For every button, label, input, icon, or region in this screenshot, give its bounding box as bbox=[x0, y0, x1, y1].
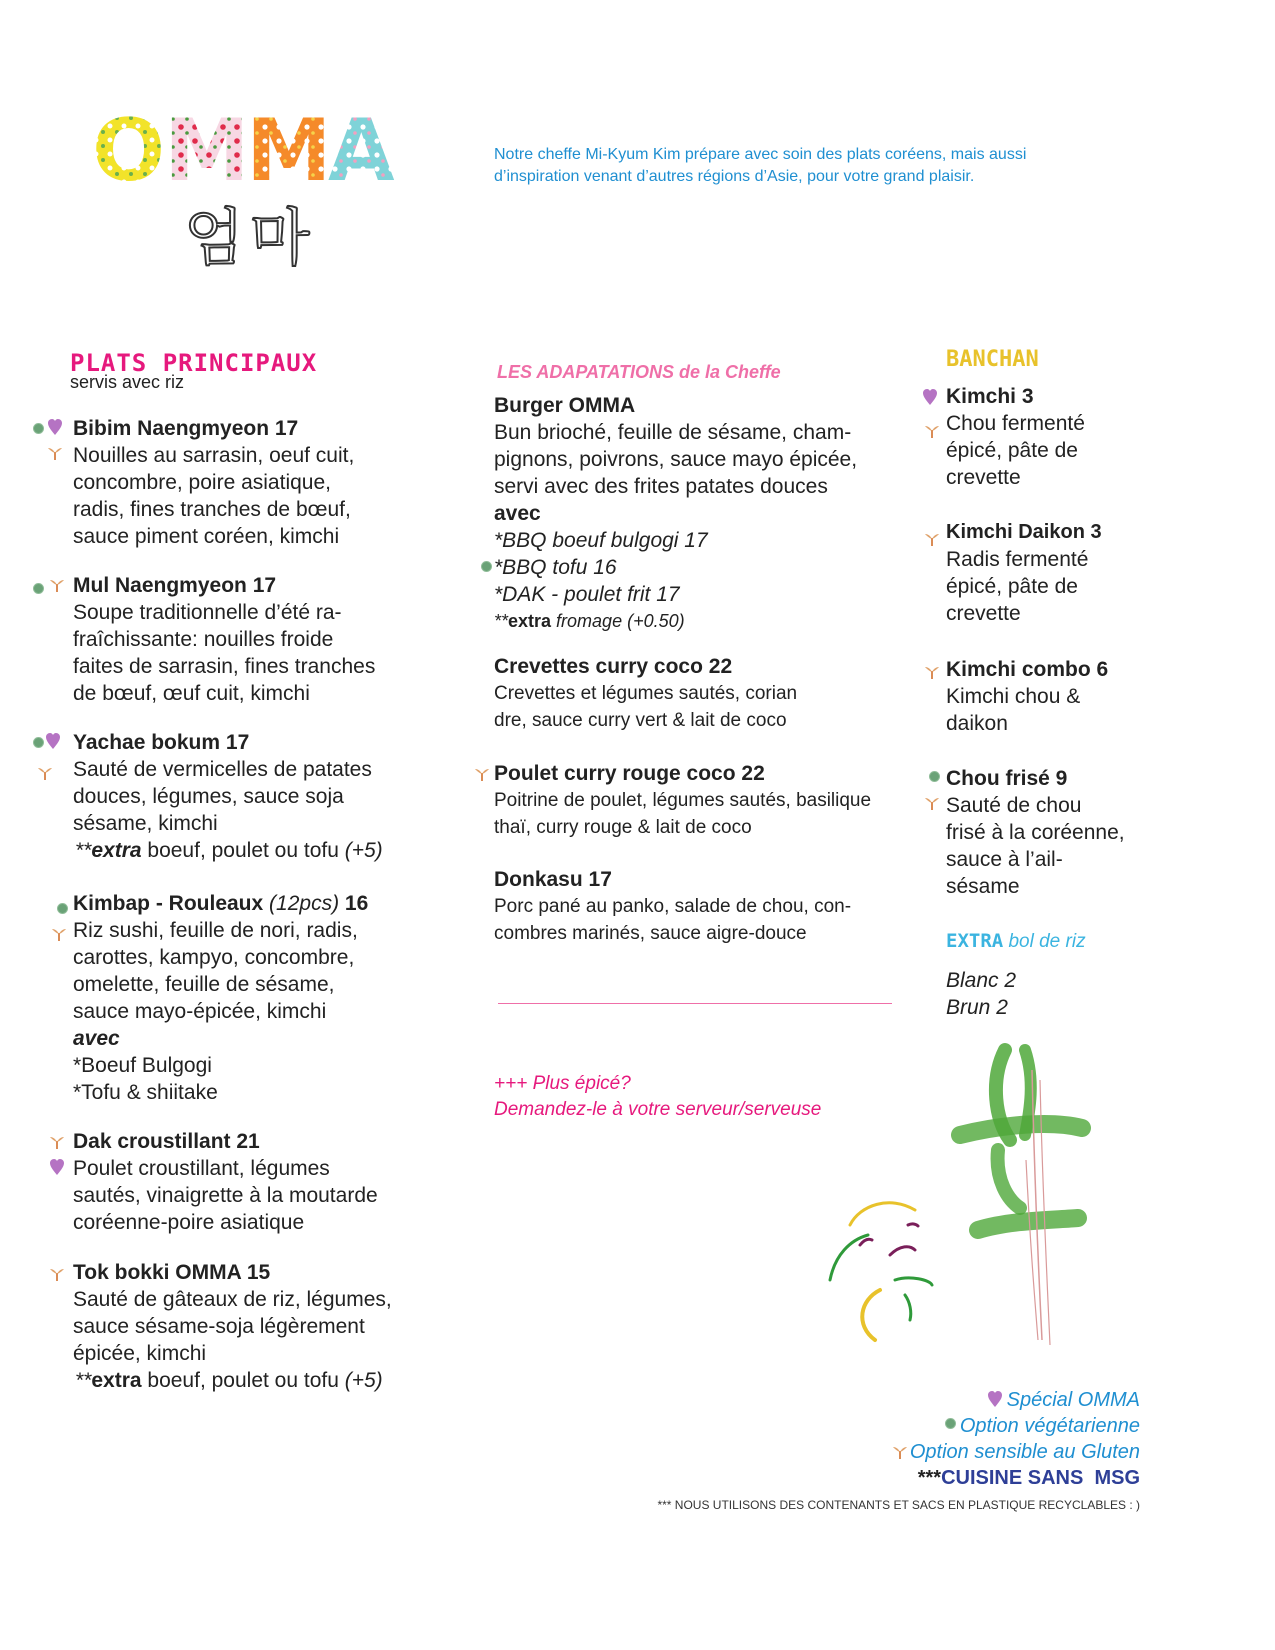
rice-option: Blanc 2 bbox=[946, 969, 1017, 992]
divider bbox=[498, 1003, 892, 1004]
heart-icon bbox=[49, 1158, 65, 1176]
item-icons bbox=[33, 418, 73, 478]
legend bbox=[800, 1387, 1140, 1491]
banchan-item-kimchi-daikon bbox=[946, 519, 1156, 627]
vegetarian-dot-icon bbox=[33, 737, 44, 748]
item-desc-line: sauce à l’ail- bbox=[946, 848, 1063, 871]
item-desc-line: crevette bbox=[946, 602, 1021, 625]
vegetarian-dot-icon bbox=[57, 903, 68, 914]
vegetarian-dot-icon bbox=[481, 561, 492, 572]
item-name: Mul Naengmyeon 17 bbox=[73, 574, 277, 597]
item-name: Yachae bokum 17 bbox=[73, 731, 250, 754]
banchan-item-kimchi bbox=[946, 383, 1156, 491]
item-option: *Tofu & shiitake bbox=[73, 1081, 218, 1104]
item-name: Donkasu 17 bbox=[494, 868, 612, 891]
menu-item-poulet-curry-rouge bbox=[494, 760, 904, 841]
item-desc-line: carottes, kampyo, concombre, bbox=[73, 946, 355, 969]
sprout-icon bbox=[47, 445, 63, 461]
spicy-note bbox=[494, 1071, 821, 1123]
banchan-item-chou-frise bbox=[946, 765, 1156, 900]
legend-gluten: Option sensible au Gluten bbox=[800, 1439, 1140, 1465]
heart-icon bbox=[987, 1390, 1003, 1408]
item-desc-line: épicée, kimchi bbox=[73, 1342, 207, 1365]
heart-icon bbox=[922, 388, 938, 406]
item-desc-line: Chou fermenté bbox=[946, 412, 1085, 435]
item-extra: **extra boeuf, poulet ou tofu (+5) bbox=[75, 839, 383, 862]
item-desc-line: épicé, pâte de bbox=[946, 575, 1078, 598]
item-desc-line: concombre, poire asiatique, bbox=[73, 471, 331, 494]
item-desc-line: de bœuf, œuf cuit, kimchi bbox=[73, 682, 310, 705]
sprout-icon bbox=[49, 1266, 65, 1282]
item-desc-line: sauce piment coréen, kimchi bbox=[73, 525, 340, 548]
sprout-icon bbox=[49, 577, 65, 593]
item-desc-line: Radis fermenté bbox=[946, 548, 1089, 571]
item-extra: **extra boeuf, poulet ou tofu (+5) bbox=[75, 1369, 383, 1392]
rice-option: Brun 2 bbox=[946, 996, 1008, 1019]
item-name: Kimbap - Rouleaux (12pcs) 16 bbox=[73, 892, 369, 915]
extra-rice-title: EXTRA bol de riz bbox=[946, 930, 1086, 952]
svg-text:O: O bbox=[92, 108, 166, 188]
item-desc-line: sautés, vinaigrette à la moutarde bbox=[73, 1184, 378, 1207]
item-name: Chou frisé 9 bbox=[946, 767, 1068, 790]
legend-special: Spécial OMMA bbox=[800, 1387, 1140, 1413]
item-desc-line: sauce sésame-soja légèrement bbox=[73, 1315, 365, 1338]
menu-item-dak-croustillant bbox=[73, 1128, 413, 1236]
item-desc-line: épicé, pâte de bbox=[946, 439, 1078, 462]
item-icons bbox=[49, 1131, 73, 1191]
sprout-icon bbox=[924, 423, 940, 439]
banchan-title: BANCHAN bbox=[946, 347, 1039, 372]
item-desc-line: dre, sauce curry vert & lait de coco bbox=[494, 710, 787, 731]
item-desc-line: Sauté de vermicelles de patates bbox=[73, 758, 372, 781]
svg-text:A: A bbox=[328, 108, 395, 188]
vegetarian-dot-icon bbox=[33, 583, 44, 594]
item-name: Tok bokki OMMA 15 bbox=[73, 1261, 271, 1284]
face-drawing bbox=[830, 1203, 932, 1340]
item-avec: avec bbox=[73, 1027, 120, 1050]
item-name: Crevettes curry coco 22 bbox=[494, 655, 733, 678]
item-extra: **extra fromage (+0.50) bbox=[494, 611, 685, 631]
item-desc-line: omelette, feuille de sésame, bbox=[73, 973, 335, 996]
logo-korean: 엄마 bbox=[184, 201, 316, 274]
sprout-icon bbox=[892, 1444, 908, 1460]
item-avec: avec bbox=[494, 502, 541, 525]
logo bbox=[92, 108, 412, 274]
item-desc-line: Poulet croustillant, légumes bbox=[73, 1157, 330, 1180]
plant-drawing bbox=[960, 1050, 1082, 1345]
menu-item-tok-bokki bbox=[73, 1259, 413, 1394]
item-desc-line: fraîchissante: nouilles froide bbox=[73, 628, 334, 651]
vegetarian-dot-icon bbox=[929, 771, 940, 782]
logo-omma-text bbox=[92, 108, 412, 188]
sprout-icon bbox=[51, 926, 67, 942]
decorative-illustration bbox=[820, 1040, 1110, 1360]
extra-rice-list bbox=[946, 967, 1016, 1021]
msg-note: ***CUISINE SANS MSG bbox=[917, 1467, 1140, 1489]
item-name: Kimchi combo 6 bbox=[946, 658, 1109, 681]
item-desc-line: thaï, curry rouge & lait de coco bbox=[494, 817, 752, 838]
item-desc-line: Porc pané au panko, salade de chou, con- bbox=[494, 896, 852, 917]
adaptations-title: LES ADAPATATIONS de la Cheffe bbox=[497, 362, 781, 382]
menu-item-burger-omma bbox=[494, 392, 894, 635]
menu-item-mul-naengmyeon bbox=[73, 572, 413, 707]
item-desc-line: faites de sarrasin, fines tranches bbox=[73, 655, 376, 678]
sprout-icon bbox=[37, 765, 53, 781]
item-icons bbox=[33, 732, 73, 792]
item-option: *BBQ tofu 16 bbox=[494, 554, 894, 581]
menu-item-donkasu bbox=[494, 866, 894, 947]
heart-icon bbox=[47, 418, 63, 436]
plats-subtitle: servis avec riz bbox=[70, 372, 185, 392]
svg-text:M: M bbox=[164, 108, 250, 188]
sprout-icon bbox=[924, 664, 940, 680]
item-icons bbox=[33, 575, 73, 605]
spicy-note-line: Demandez-le à votre serveur/serveuse bbox=[494, 1099, 822, 1120]
item-icons bbox=[49, 1262, 73, 1292]
item-desc-line: Sauté de chou bbox=[946, 794, 1082, 817]
sprout-icon bbox=[474, 766, 490, 782]
item-desc-line: Bun brioché, feuille de sésame, cham- bbox=[494, 421, 852, 444]
sprout-icon bbox=[49, 1134, 65, 1150]
item-desc-line: Riz sushi, feuille de nori, radis, bbox=[73, 919, 358, 942]
item-desc-line: sésame, kimchi bbox=[73, 812, 218, 835]
item-desc-line: sésame bbox=[946, 875, 1020, 898]
footer-note: *** NOUS UTILISONS DES CONTENANTS ET SACS EN PLASTIQUE RECYCLABLES : ) bbox=[657, 1498, 1140, 1512]
item-desc-line: Kimchi chou & bbox=[946, 685, 1081, 708]
menu-item-yachae-bokum bbox=[73, 729, 413, 864]
item-desc-line: coréenne-poire asiatique bbox=[73, 1211, 305, 1234]
spicy-note-line: +++ Plus épicé? bbox=[494, 1073, 631, 1094]
intro-text: Notre cheffe Mi-Kyum Kim prépare avec soin des plats coréens, mais aussi d’inspiration venant d’autres régions d’Asie, pour votre grand plaisir. bbox=[494, 146, 1027, 185]
item-name: Dak croustillant 21 bbox=[73, 1130, 260, 1153]
banchan-item-kimchi-combo bbox=[946, 656, 1156, 737]
item-name: Kimchi 3 bbox=[946, 385, 1034, 408]
item-option: *Boeuf Bulgogi bbox=[73, 1054, 212, 1077]
vegetarian-dot-icon bbox=[945, 1418, 956, 1429]
menu-item-bibim-naengmyeon bbox=[73, 415, 413, 550]
item-desc-line: Crevettes et légumes sautés, corian bbox=[494, 683, 798, 704]
sprout-icon bbox=[924, 795, 940, 811]
plats-title: PLATS PRINCIPAUX bbox=[70, 349, 318, 377]
menu-item-kimbap bbox=[73, 890, 413, 1106]
item-desc-line: pignons, poivrons, sauce mayo épicée, bbox=[494, 448, 858, 471]
item-desc-line: Poitrine de poulet, légumes sautés, basilique bbox=[494, 790, 872, 811]
item-desc-line: servi avec des frites patates douces bbox=[494, 475, 828, 498]
item-name: Poulet curry rouge coco 22 bbox=[494, 762, 765, 785]
item-desc-line: crevette bbox=[946, 466, 1021, 489]
menu-item-crevettes-curry bbox=[494, 653, 894, 734]
item-desc-line: sauce mayo-épicée, kimchi bbox=[73, 1000, 327, 1023]
sprout-icon bbox=[924, 531, 940, 547]
item-desc-line: Sauté de gâteaux de riz, légumes, bbox=[73, 1288, 392, 1311]
item-desc-line: Nouilles au sarrasin, oeuf cuit, bbox=[73, 444, 355, 467]
item-name: Bibim Naengmyeon 17 bbox=[73, 417, 299, 440]
heart-icon bbox=[45, 732, 61, 750]
item-desc-line: radis, fines tranches de bœuf, bbox=[73, 498, 351, 521]
item-desc-line: daikon bbox=[946, 712, 1008, 735]
item-name: Kimchi Daikon 3 bbox=[946, 521, 1102, 543]
item-desc-line: frisé à la coréenne, bbox=[946, 821, 1125, 844]
vegetarian-dot-icon bbox=[33, 423, 44, 434]
item-option: *DAK - poulet frit 17 bbox=[494, 583, 680, 606]
item-icons bbox=[51, 893, 73, 953]
item-name: Burger OMMA bbox=[494, 394, 636, 417]
item-desc-line: Soupe traditionnelle d’été ra- bbox=[73, 601, 342, 624]
legend-vegetarian: Option végétarienne bbox=[800, 1413, 1140, 1439]
item-desc-line: douces, légumes, sauce soja bbox=[73, 785, 344, 808]
item-desc-line: combres marinés, sauce aigre-douce bbox=[494, 923, 807, 944]
svg-text:M: M bbox=[246, 108, 332, 188]
item-option: *BBQ boeuf bulgogi 17 bbox=[494, 529, 708, 552]
